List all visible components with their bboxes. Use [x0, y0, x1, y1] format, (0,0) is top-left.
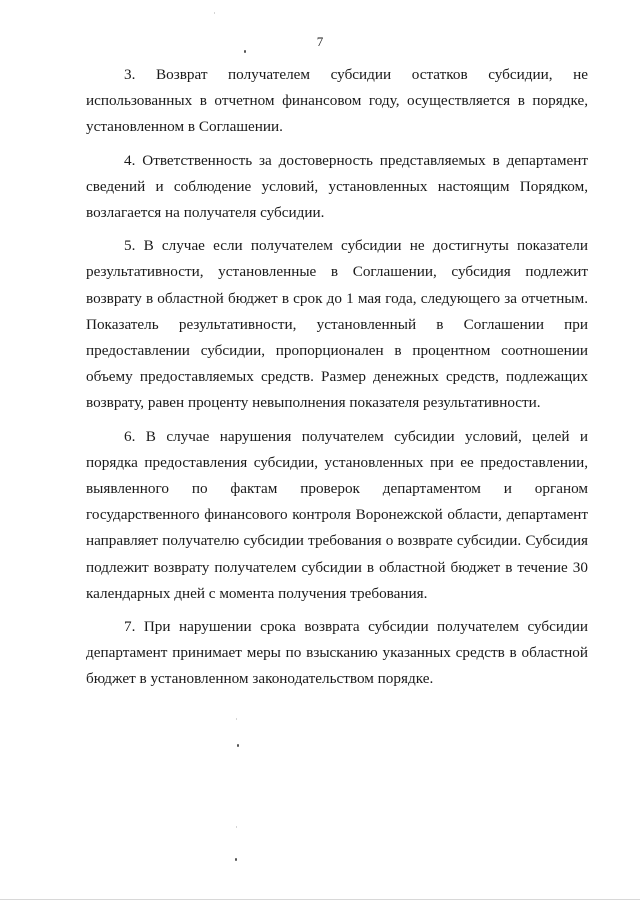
scan-speck: [235, 858, 237, 861]
paragraph-6: 6. В случае нарушения получателем субсидии условий, целей и порядка предоставления субсидии, установленных при ее предоставлении, выявленного по фактам проверок департаментом и органом государственного финансового контроля Воронежской области, департамент направляет получателю субсидии требования о возврате субсидии. Субсидия подлежит возврату получателем субсидии в областной бюджет в течение 30 календарных дней с момента получения требования.: [86, 427, 588, 602]
scan-edge: [0, 899, 640, 900]
scan-speck: [236, 826, 237, 828]
scan-speck: [236, 718, 237, 720]
paragraph-7: 7. При нарушении срока возврата субсидии получателем субсидии департамент принимает меры по взысканию указанных средств в областной бюджет в установленном законодательством порядке.: [86, 618, 588, 688]
paragraph-5: 5. В случае если получателем субсидии не достигнуты показатели результативности, установленные в Соглашении, субсидия подлежит возврату в областной бюджет в срок до 1 мая года, следующего за отчетным. Показатель результативности, установленный в Соглашении при предоставлении субсидии, пропорционален в процентном соотношении объему предоставляемых средств. Размер денежных средств, подлежащих возврату, равен проценту невыполнения показателя результативности.: [86, 237, 588, 412]
scan-speck: [214, 12, 215, 14]
page-number: 7: [316, 34, 324, 49]
paragraph-3: 3. Возврат получателем субсидии остатков субсидии, не использованных в отчетном финансовом году, осуществляется в порядке, установленном в Соглашении.: [86, 66, 588, 136]
scan-speck: [244, 50, 246, 53]
document-body: [86, 62, 588, 700]
scan-speck: [237, 744, 239, 747]
paragraph-4: 4. Ответственность за достоверность представляемых в департамент сведений и соблюдение условий, установленных настоящим Порядком, возлагается на получателя субсидии.: [86, 151, 588, 222]
